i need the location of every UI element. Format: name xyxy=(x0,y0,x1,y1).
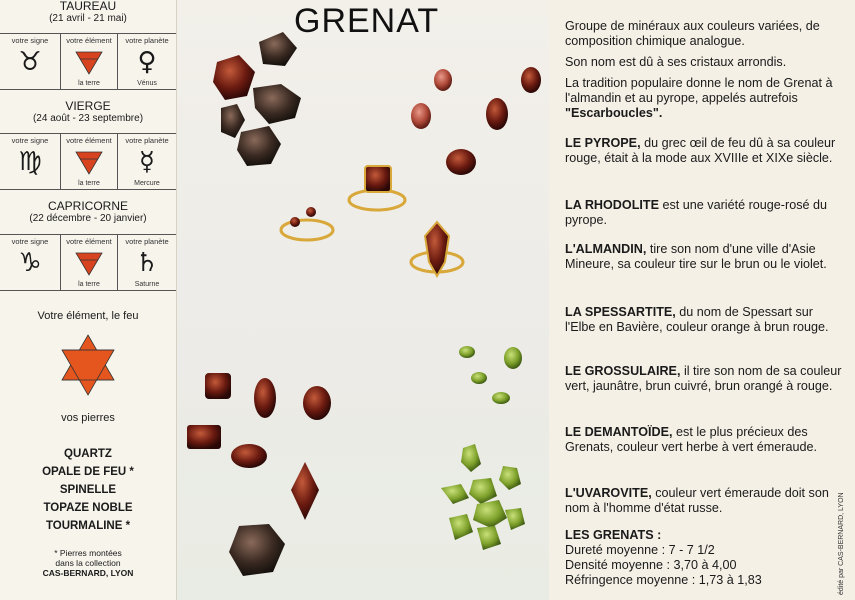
planet-name: Mercure xyxy=(134,180,160,187)
fire-star-icon xyxy=(60,334,116,396)
properties-title: LES GRENATS : xyxy=(565,528,662,542)
variety-name: LE DEMANTOÏDE, xyxy=(565,425,673,439)
footnote-line: dans la collection xyxy=(55,558,121,568)
variety-name: L'UVAROVITE, xyxy=(565,486,652,500)
variety-name: LA SPESSARTITE, xyxy=(565,305,676,319)
variety-almandin xyxy=(565,242,845,272)
element-label: la terre xyxy=(78,281,100,288)
properties xyxy=(565,528,845,588)
stones-title: vos pierres xyxy=(61,412,115,424)
column-header: votre signe xyxy=(11,136,49,145)
stone-item: QUARTZ xyxy=(64,448,112,460)
zodiac-sidebar xyxy=(0,0,177,600)
column-header: votre élément xyxy=(66,237,112,246)
cut-garnets-bottom xyxy=(187,373,331,576)
element-title: Votre élément, le feu xyxy=(37,310,139,322)
element-label: la terre xyxy=(78,180,100,187)
column-header: votre planète xyxy=(125,136,169,145)
intro-paragraph: Groupe de minéraux aux couleurs variées, de composition chimique analogue. xyxy=(565,19,820,48)
earth-triangle-icon xyxy=(75,51,103,75)
column-header: votre élément xyxy=(66,136,112,145)
element-section xyxy=(0,310,176,578)
sign-name: CAPRICORNE xyxy=(47,199,128,213)
sign-block-capricorne xyxy=(0,200,176,225)
column-header: votre planète xyxy=(125,36,169,45)
element-cell xyxy=(61,134,118,189)
variety-name: LE PYROPE, xyxy=(565,136,641,150)
variety-desc: il tire son nom de sa couleur vert, jaunâtre, brun cuivré, brun orangé à rouge. xyxy=(565,364,842,393)
variety-desc: couleur vert émeraude doit son nom à l'homme d'état russe. xyxy=(565,486,829,515)
gemstone-photo xyxy=(177,0,549,600)
virgo-icon: ♍ xyxy=(18,147,42,177)
sign-block-vierge xyxy=(0,100,176,125)
sign-table-taureau xyxy=(0,33,176,90)
planet-cell xyxy=(118,235,176,290)
column-header: votre signe xyxy=(11,36,49,45)
footnote-line: * Pierres montées xyxy=(54,548,122,558)
sign-name: TAUREAU xyxy=(59,0,117,13)
stone-list xyxy=(0,445,176,535)
sign-dates: (24 août - 23 septembre) xyxy=(32,113,144,124)
stone-item: TOURMALINE * xyxy=(45,520,131,532)
intro-text: La tradition populaire donne le nom de Grenat à l'almandin et au pyrope, appelés autrefois xyxy=(565,76,833,105)
variety-desc: du grec œil de feu dû à sa couleur rouge, était à la mode aux XVIIIe et XIXe siècle. xyxy=(565,136,836,165)
rough-garnet-cluster xyxy=(213,32,301,166)
page-title: GRENAT xyxy=(294,2,440,40)
footnote xyxy=(0,548,176,578)
column-header: votre élément xyxy=(66,36,112,45)
cut-garnets-top xyxy=(411,67,541,175)
sign-block-taureau xyxy=(0,0,176,25)
sign-dates: (22 décembre - 20 janvier) xyxy=(29,213,147,224)
earth-triangle-icon xyxy=(75,151,103,175)
mercury-icon: ☿ xyxy=(139,147,155,177)
sign-dates: (21 avril - 21 mai) xyxy=(49,13,127,24)
variety-spessartite xyxy=(565,305,845,335)
column-header: votre signe xyxy=(11,237,49,246)
column-header: votre planète xyxy=(125,237,169,246)
variety-rhodolite xyxy=(565,198,845,228)
footnote-line: CAS-BERNARD, LYON xyxy=(42,568,134,578)
earth-triangle-icon xyxy=(75,252,103,276)
property-refringence: Réfringence moyenne : 1,73 à 1,83 xyxy=(565,573,762,587)
copyright-text: édité par CAS-BERNARD, LYON xyxy=(838,492,845,595)
stone-item: TOPAZE NOBLE xyxy=(43,502,133,514)
variety-desc: est une variété rouge-rosé du pyrope. xyxy=(565,198,828,227)
gemstones-illustration xyxy=(177,0,549,600)
planet-cell xyxy=(118,134,176,189)
variety-pyrope xyxy=(565,136,845,166)
variety-grossulaire xyxy=(565,364,845,394)
sign-table-vierge xyxy=(0,133,176,190)
sign-cell xyxy=(0,34,61,89)
sign-table-capricorne xyxy=(0,234,176,291)
variety-uvarovite xyxy=(565,486,845,516)
variety-demantoide xyxy=(565,425,845,455)
capricorn-icon: ♑ xyxy=(18,248,42,278)
element-cell xyxy=(61,235,118,290)
element-cell xyxy=(61,34,118,89)
stone-item: OPALE DE FEU * xyxy=(42,466,134,478)
saturn-icon: ♄ xyxy=(135,248,159,278)
taurus-icon: ♉ xyxy=(18,47,42,77)
variety-desc: du nom de Spessart sur l'Elbe en Bavière, couleur orange à brun rouge. xyxy=(565,305,829,334)
escarboucles-text: "Escarboucles". xyxy=(565,106,663,120)
property-density: Densité moyenne : 3,70 à 4,00 xyxy=(565,558,737,572)
green-garnets xyxy=(441,346,525,550)
element-label: la terre xyxy=(78,80,100,87)
variety-name: LE GROSSULAIRE, xyxy=(565,364,681,378)
variety-desc: tire son nom d'une ville d'Asie Mineure, sa couleur tire sur le brun ou le violet. xyxy=(565,242,827,271)
intro-paragraph: Son nom est dû à ses cristaux arrondis. xyxy=(565,55,787,69)
stone-item: SPINELLE xyxy=(59,484,117,496)
variety-name: L'ALMANDIN, xyxy=(565,242,647,256)
venus-icon: ♀ xyxy=(137,47,157,77)
variety-desc: est le plus précieux des Grenats, couleur vert herbe à vert émeraude. xyxy=(565,425,818,454)
planet-cell xyxy=(118,34,176,89)
variety-name: LA RHODOLITE xyxy=(565,198,659,212)
sign-cell xyxy=(0,134,61,189)
planet-name: Saturne xyxy=(134,281,160,288)
property-hardness: Dureté moyenne : 7 - 7 1/2 xyxy=(565,543,715,557)
sign-cell xyxy=(0,235,61,290)
planet-name: Vénus xyxy=(137,80,157,87)
sign-name: VIERGE xyxy=(65,99,111,113)
intro-paragraph xyxy=(565,76,845,121)
